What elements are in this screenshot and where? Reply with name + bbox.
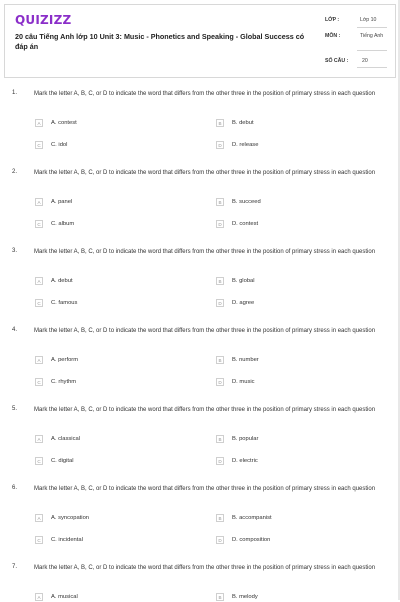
option-label: C. idol bbox=[51, 142, 68, 148]
option-letter-box: A bbox=[35, 277, 43, 285]
grade-label: LỚP : bbox=[325, 17, 340, 23]
question-number: 6. bbox=[12, 485, 18, 491]
question-number: 2. bbox=[12, 169, 18, 175]
option-label: D. music bbox=[232, 379, 255, 385]
option-letter-box: A bbox=[35, 593, 43, 601]
option-label: A. perform bbox=[51, 357, 79, 363]
option-letter-box: C bbox=[35, 299, 43, 307]
question-text: Mark the letter A, B, C, or D to indicate the word that differs from the other three in the position of primary stress in each question bbox=[34, 91, 376, 97]
option-label: C. album bbox=[51, 221, 75, 227]
subject-label: MÔN : bbox=[325, 33, 341, 39]
option-label: D. electric bbox=[232, 458, 258, 464]
option-letter-box: D bbox=[216, 378, 224, 386]
question-number: 1. bbox=[12, 90, 18, 96]
option-letter-box: B bbox=[216, 119, 224, 127]
option-letter-box: B bbox=[216, 198, 224, 206]
option-label: B. succeed bbox=[232, 199, 261, 205]
option-label: A. classical bbox=[51, 436, 80, 442]
grade-value: Lớp 10 bbox=[360, 17, 377, 23]
question-number: 3. bbox=[12, 248, 18, 254]
subject-value: Tiếng Anh bbox=[360, 33, 384, 39]
option-label: A. panel bbox=[51, 199, 73, 205]
option-letter-box: D bbox=[216, 299, 224, 307]
option-letter-box: C bbox=[35, 141, 43, 149]
option-label: D. agree bbox=[232, 300, 255, 306]
option-label: D. composition bbox=[232, 537, 271, 543]
option-label: C. famous bbox=[51, 300, 78, 306]
option-label: C. rhythm bbox=[51, 379, 77, 385]
option-letter-box: A bbox=[35, 514, 43, 522]
option-letter-box: B bbox=[216, 356, 224, 364]
count-value: 20 bbox=[362, 58, 368, 64]
option-label: A. syncopation bbox=[51, 515, 90, 521]
option-label: B. number bbox=[232, 357, 259, 363]
option-letter-box: C bbox=[35, 378, 43, 386]
option-letter-box: B bbox=[216, 435, 224, 443]
question-text: Mark the letter A, B, C, or D to indicate the word that differs from the other three in the position of primary stress in each question bbox=[34, 407, 376, 413]
grade-underline bbox=[357, 27, 387, 28]
option-letter-box: B bbox=[216, 593, 224, 601]
option-label: A. musical bbox=[51, 594, 78, 600]
option-label: D. contest bbox=[232, 221, 259, 227]
option-letter-box: A bbox=[35, 435, 43, 443]
option-label: A. debut bbox=[51, 278, 73, 284]
option-letter-box: B bbox=[216, 277, 224, 285]
option-letter-box: C bbox=[35, 457, 43, 465]
option-letter-box: B bbox=[216, 514, 224, 522]
question-text: Mark the letter A, B, C, or D to indicate the word that differs from the other three in the position of primary stress in each question bbox=[34, 170, 376, 176]
option-letter-box: A bbox=[35, 198, 43, 206]
worksheet-title: 20 câu Tiếng Anh lớp 10 Unit 3: Music - Phonetics and Speaking - Global Success có đáp án bbox=[15, 32, 305, 51]
option-label: B. debut bbox=[232, 120, 254, 126]
count-label: SỐ CÂU : bbox=[325, 58, 349, 64]
option-label: C. incidental bbox=[51, 537, 83, 543]
question-number: 5. bbox=[12, 406, 18, 412]
option-letter-box: A bbox=[35, 119, 43, 127]
option-label: D. release bbox=[232, 142, 259, 148]
question-number: 4. bbox=[12, 327, 18, 333]
option-letter-box: C bbox=[35, 220, 43, 228]
quizizz-logo: QUIZIZZ bbox=[15, 13, 72, 27]
option-letter-box: C bbox=[35, 536, 43, 544]
question-text: Mark the letter A, B, C, or D to indicate the word that differs from the other three in the position of primary stress in each question bbox=[34, 565, 376, 571]
question-text: Mark the letter A, B, C, or D to indicate the word that differs from the other three in the position of primary stress in each question bbox=[34, 486, 376, 492]
option-letter-box: D bbox=[216, 457, 224, 465]
option-letter-box: D bbox=[216, 220, 224, 228]
option-letter-box: A bbox=[35, 356, 43, 364]
option-label: B. melody bbox=[232, 594, 258, 600]
question-text: Mark the letter A, B, C, or D to indicate the word that differs from the other three in the position of primary stress in each question bbox=[34, 328, 376, 334]
option-label: A. contest bbox=[51, 120, 77, 126]
option-label: B. accompanist bbox=[232, 515, 272, 521]
count-underline bbox=[357, 67, 387, 68]
worksheet-header bbox=[4, 4, 396, 78]
option-label: B. popular bbox=[232, 436, 259, 442]
question-text: Mark the letter A, B, C, or D to indicate the word that differs from the other three in the position of primary stress in each question bbox=[34, 249, 376, 255]
option-label: B. global bbox=[232, 278, 255, 284]
option-letter-box: D bbox=[216, 536, 224, 544]
question-number: 7. bbox=[12, 564, 18, 570]
option-letter-box: D bbox=[216, 141, 224, 149]
subject-underline bbox=[357, 50, 387, 51]
option-label: C. digital bbox=[51, 458, 74, 464]
